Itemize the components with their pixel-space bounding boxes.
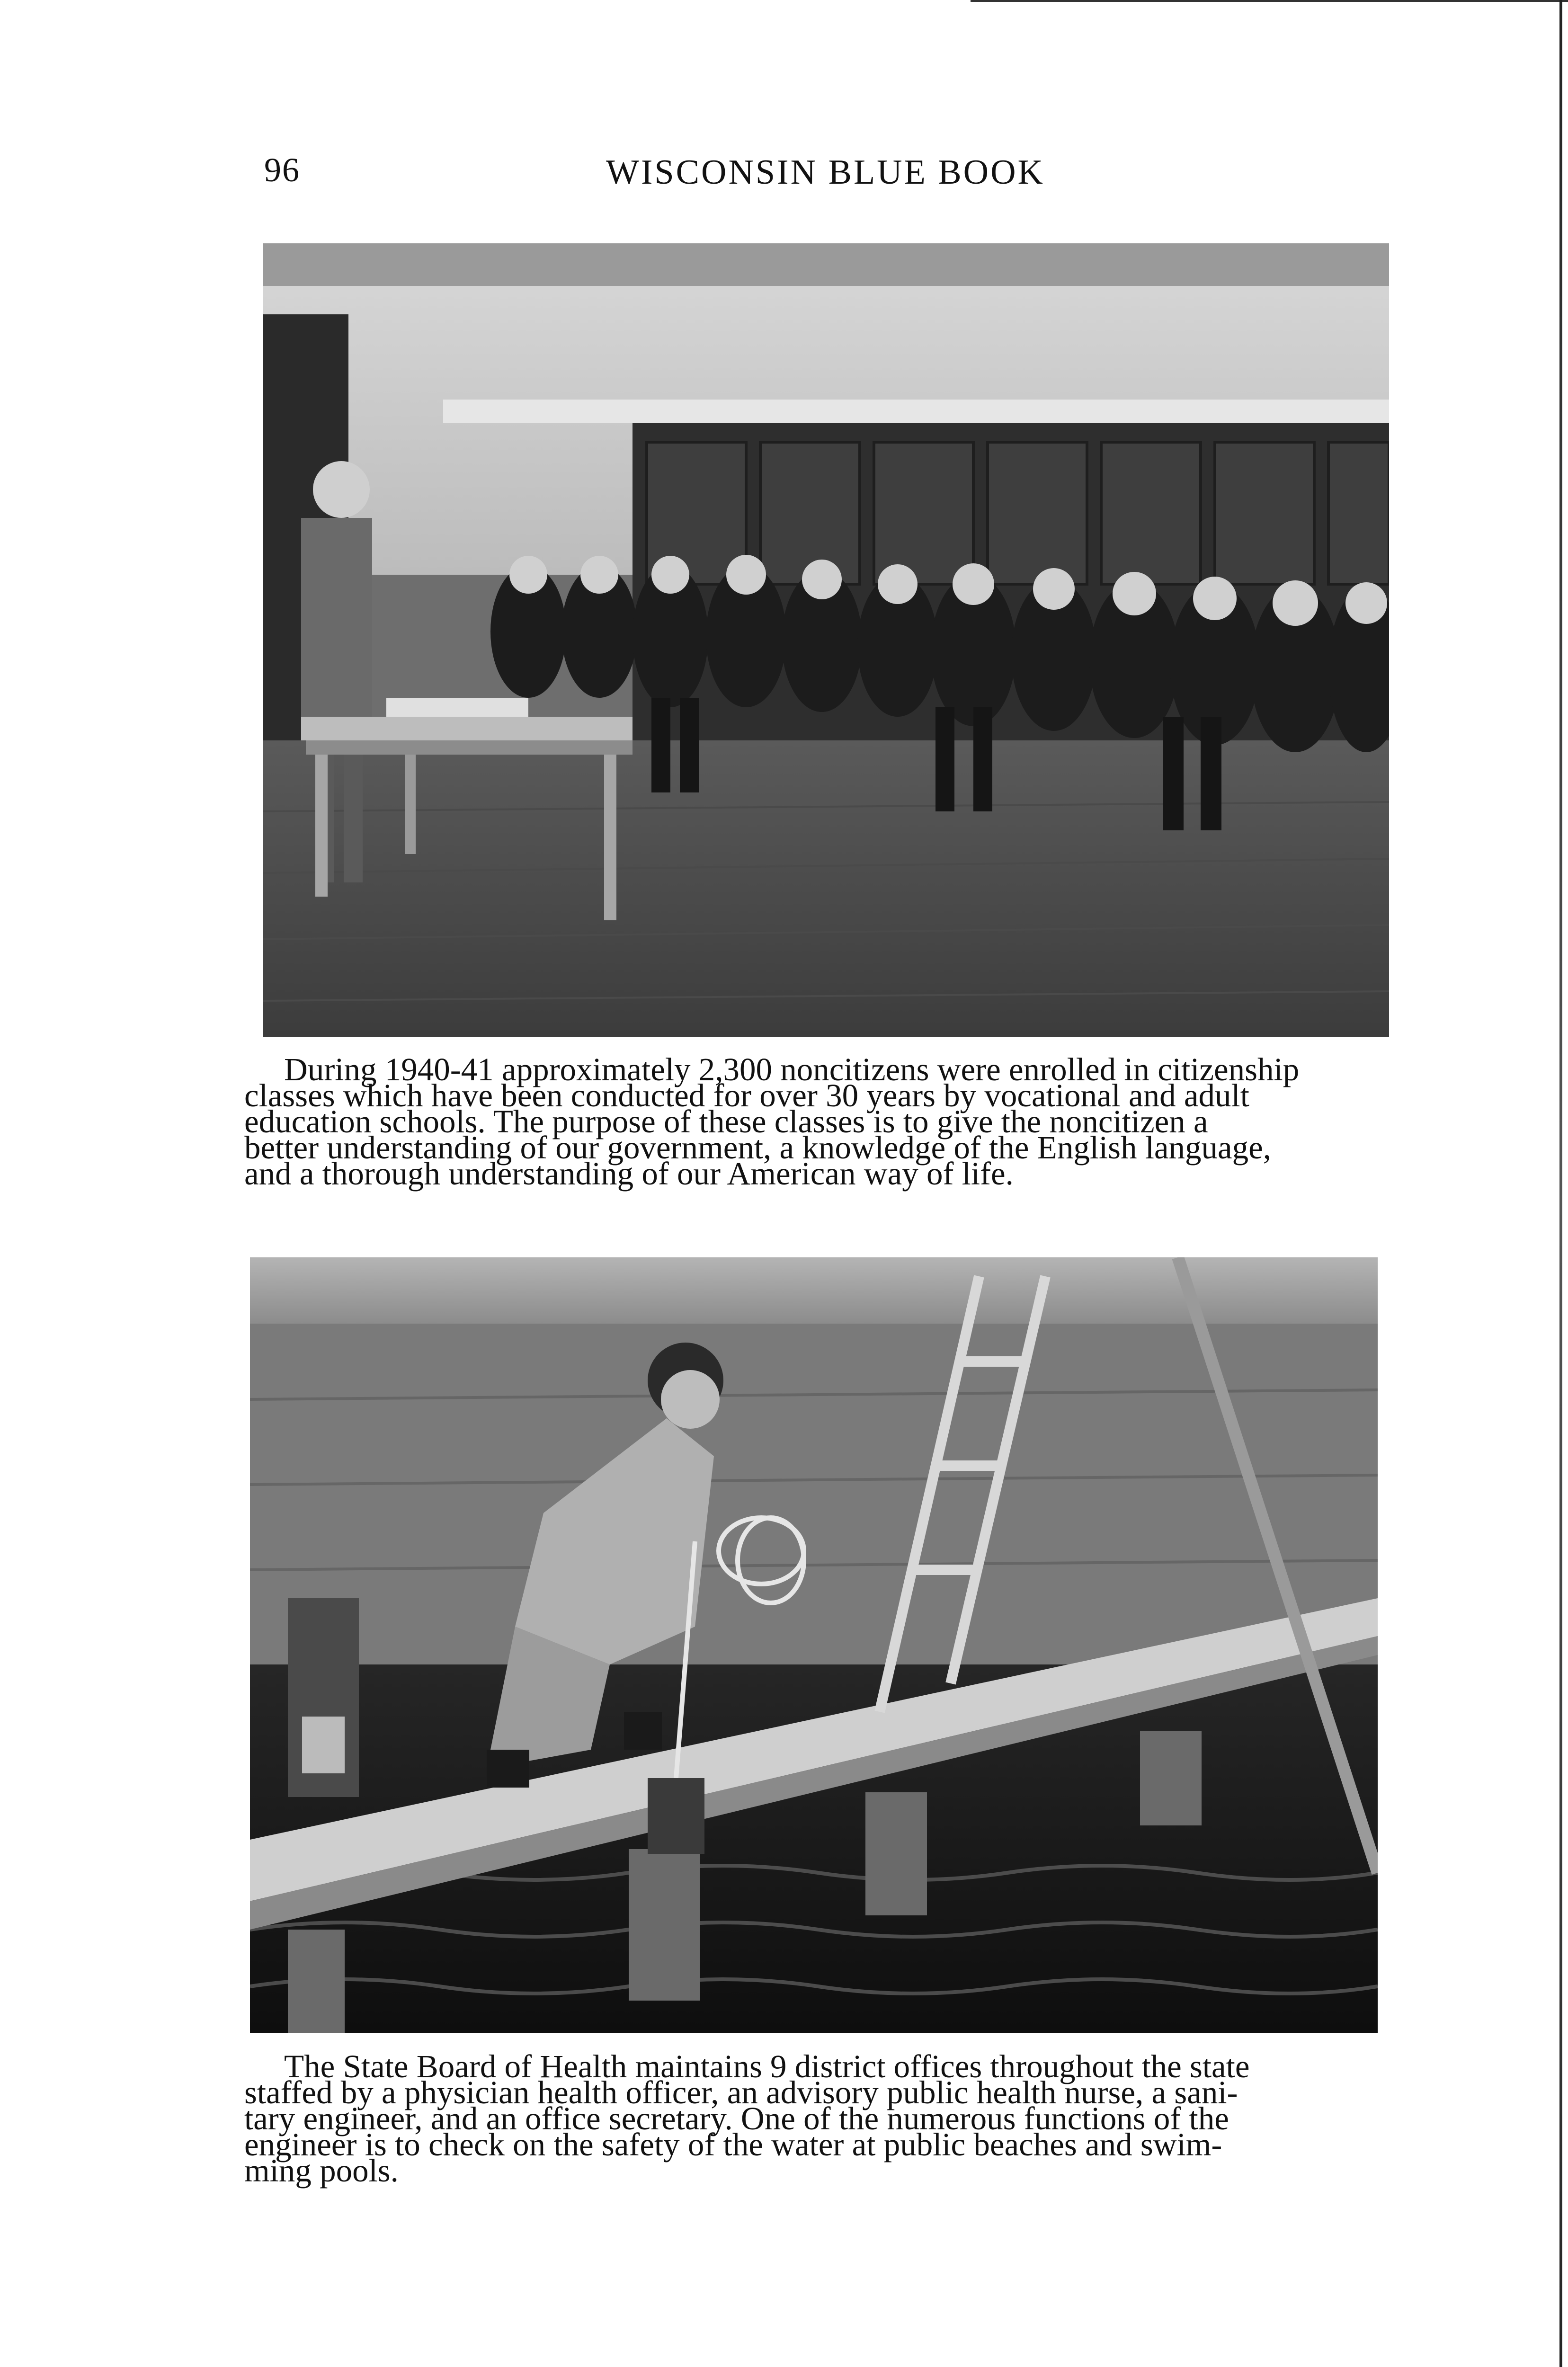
caption-line: engineer is to check on the safety of the water at public beaches and swim- xyxy=(244,2127,1222,2162)
caption-line: The State Board of Health maintains 9 district offices throughout the state xyxy=(284,2048,1250,2084)
caption-line: ming pools. xyxy=(244,2153,399,2189)
running-title: WISCONSIN BLUE BOOK xyxy=(606,153,1045,192)
caption-line: better understanding of our government, a knowledge of the English language, xyxy=(244,1130,1272,1166)
page-number: 96 xyxy=(264,151,300,189)
water-testing-caption xyxy=(244,2048,1381,2189)
citizenship-class-photo xyxy=(263,243,1389,1037)
caption-line: tary engineer, and an office secretary. One of the numerous functions of the xyxy=(244,2100,1229,2136)
caption-line: During 1940-41 approximately 2,300 noncitizens were enrolled in citizenship xyxy=(284,1051,1300,1087)
caption-line: and a thorough understanding of our American way of life. xyxy=(244,1156,1014,1192)
caption-line: classes which have been conducted for over 30 years by vocational and adult xyxy=(244,1077,1249,1113)
scan-edge-mark xyxy=(1559,0,1562,2367)
water-testing-photo xyxy=(250,1257,1378,2033)
caption-line: education schools. The purpose of these classes is to give the noncitizen a xyxy=(244,1103,1208,1139)
caption-line: staffed by a physician health officer, an advisory public health nurse, a sani- xyxy=(244,2074,1238,2110)
top-edge-rule xyxy=(971,0,1568,2)
citizenship-class-caption xyxy=(244,1051,1385,1192)
